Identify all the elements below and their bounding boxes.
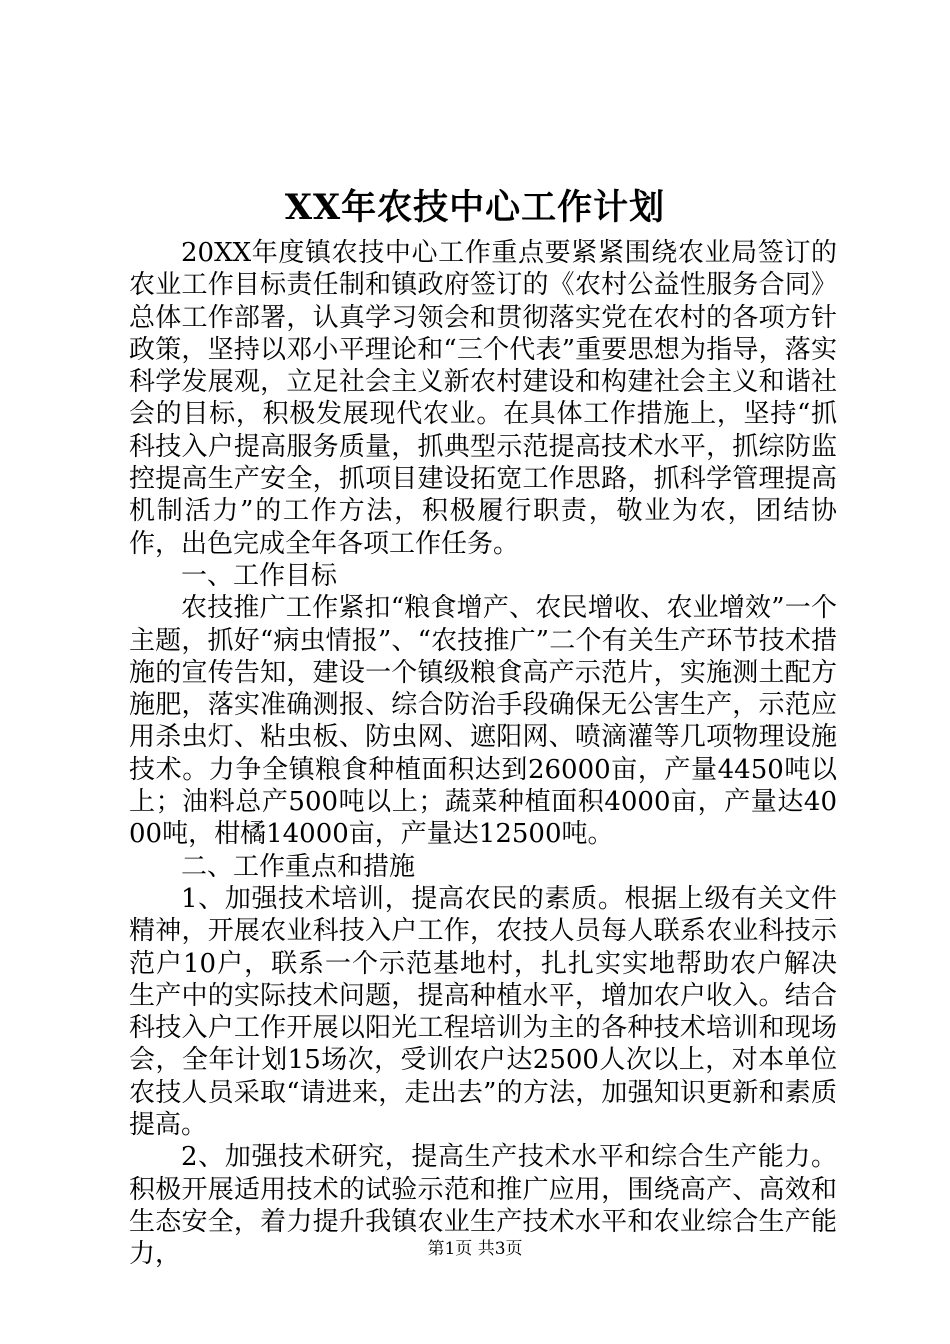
page-footer: 第1页 共3页 [427,1239,523,1259]
document-title: XX年农技中心工作计划 [284,187,666,228]
section-heading-goals: 一、工作目标 [181,560,338,591]
paragraph-intro: 20XX年度镇农技中心工作重点要紧紧围绕农业局签订的农业工作目标责任制和镇政府签订的《农村公益性服务合同》总体工作部署，认真学习领会和贯彻落实党在农村的各项方针政策，坚持以邓小平理论和“三个代表”重要思想为指导，落实科学发展观，立足社会主义新农村建设和构建社会主义和谐社会的目标，积极发展现代农业。在具体工作措施上，坚持“抓科技入户提高服务质量，抓典型示范提高技术水平，抓综防监控提高生产安全，抓项目建设拓宽工作思路，抓科学管理提高机制活力”的工作方法，积极履行职责，敬业为农，团结协作，出色完成全年各项工作任务。 [129,238,837,559]
paragraph-goals: 农技推广工作紧扣“粮食增产、农民增收、农业增效”一个主题，抓好“病虫情报”、“农技推广”二个有关生产环节技术措施的宣传告知，建设一个镇级粮食高产示范片，实施测土配方施肥，落实准确测报、综合防治手段确保无公害生产，示范应用杀虫灯、粘虫板、防虫网、遮阳网、喷滴灌等几项物理设施技术。力争全镇粮食种植面积达到26000亩，产量4450吨以上；油料总产500吨以上；蔬菜种植面积4000亩，产量达4000吨，柑橘14000亩，产量达12500吨。 [129,593,837,850]
paragraph-measure-1: 1、加强技术培训，提高农民的素质。根据上级有关文件精神，开展农业科技入户工作，农技人员每人联系农业科技示范户10户，联系一个示范基地村，扎扎实实地帮助农户解决生产中的实际技术问题，提高种植水平，增加农户收入。结合科技入户工作开展以阳光工程培训为主的各种技术培训和现场会，全年计划15场次，受训农户达2500人次以上，对本单位农技人员采取“请进来，走出去”的方法，加强知识更新和素质提高。 [129,883,837,1141]
paragraph-measure-2: 2、加强技术研究，提高生产技术水平和综合生产能力。积极开展适用技术的试验示范和推广应用，围绕高产、高效和生态安全，着力提升我镇农业生产技术水平和农业综合生产能力， [129,1142,837,1270]
document-body [129,237,837,1271]
section-heading-measures: 二、工作重点和措施 [181,851,416,882]
